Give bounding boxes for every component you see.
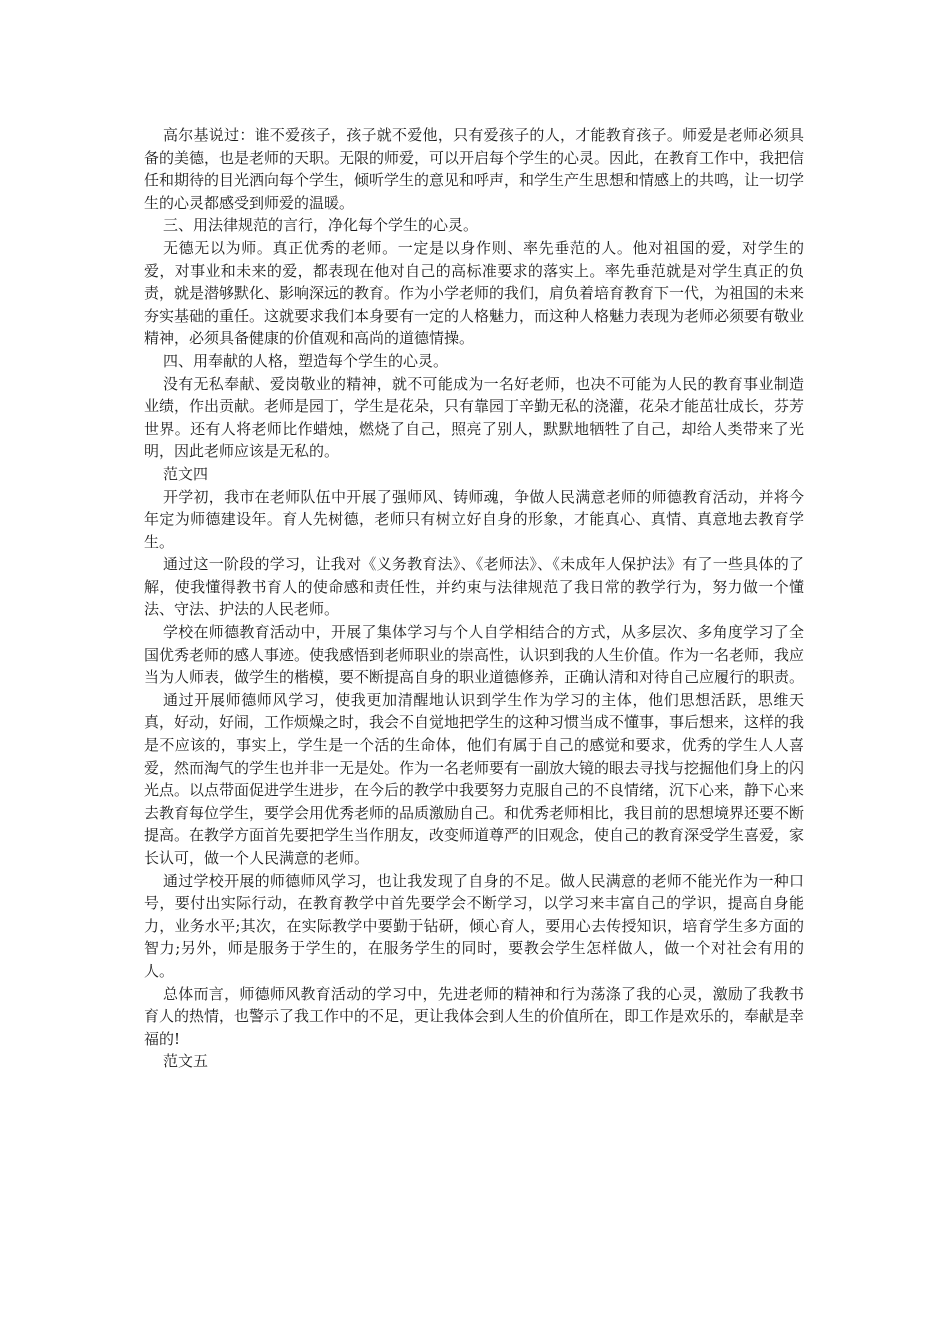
- paragraph-summary: 总体而言，师德师风教育活动的学习中，先进老师的精神和行为荡涤了我的心灵，激励了我教书育人的热情，也警示了我工作中的不足，更让我体会到人生的价值所在，即工作是欢乐的，奉献是幸福的!: [144, 984, 805, 1048]
- sample-heading-four: 范文四: [163, 464, 209, 483]
- paragraph-dedication: 没有无私奉献、爱岗敬业的精神，就不可能成为一名好老师，也决不可能为人民的教育事业制造业绩，作出贡献。老师是园丁，学生是花朵，只有靠园丁辛勤无私的浇灌，花朵才能茁壮成长，芬芳世界。还有人将老师比作蜡烛，燃烧了自己，照亮了别人，默默地牺牲了自己，却给人类带来了光明，因此老师应该是无私的。: [144, 374, 805, 461]
- paragraph-virtue: 无德无以为师。真正优秀的老师。一定是以身作则、率先垂范的人。他对祖国的爱，对学生的爱，对事业和未来的爱，都表现在他对自己的高标准要求的落实上。率先垂范就是对学生真正的负责，就是潜够默化、影响深远的教育。作为小学老师的我们，肩负着培育教育下一代，为祖国的未来夯实基础的重任。这就要求我们本身要有一定的人格魅力，而这种人格魅力表现为老师必须要有敬业精神，必须具备健康的价值观和高尚的道德情操。: [144, 238, 805, 348]
- paragraph-law-study: 通过这一阶段的学习，让我对《义务教育法》、《老师法》、《未成年人保护法》有了一些具体的了解，使我懂得教书育人的使命感和责任性，并约束与法律规范了我日常的教学行为，努力做一个懂法、守法、护法的人民老师。: [144, 555, 804, 619]
- document-page: [144, 124, 804, 1073]
- section-heading-three: 三、用法律规范的言行，净化每个学生的心灵。: [163, 216, 479, 235]
- paragraph-ethics-reflection: 通过开展师德师风学习，使我更加清醒地认识到学生作为学习的主体，他们思想活跃，思维天真，好动，好闹，工作烦燥之时，我会不自觉地把学生的这种习惯当成不懂事，事后想来，这样的我是不应该的，事实上，学生是一个活的生命体，他们有属于自己的感觉和要求，优秀的学生人人喜爱，然而淘气的学生也并非一无是处。作为一名老师要有一副放大镜的眼去寻找与挖掘他们身上的闪光点。以点带面促进学生进步，在今后的教学中我要努力克服自己的不良情绪，沉下心来，静下心来去教育每位学生，要学会用优秀老师的品质激励自己。和优秀老师相比，我目前的思想境界还要不断提高。在教学方面首先要把学生当作朋友，改变师道尊严的旧观念，使自己的教育深受学生喜爱，家长认可，做一个人民满意的老师。: [144, 690, 805, 867]
- paragraph-semester-start: 开学初，我市在老师队伍中开展了强师风、铸师魂，争做人民满意老师的师德教育活动，并将今年定为师德建设年。育人先树德，老师只有树立好自身的形象，才能真心、真情、真意地去教育学生。: [144, 487, 804, 551]
- paragraph-gorky-quote: 高尔基说过：谁不爱孩子，孩子就不爱他，只有爱孩子的人，才能教育孩子。师爱是老师必须具备的美德，也是老师的天职。无限的师爱，可以开启每个学生的心灵。因此，在教育工作中，我把信任和期待的目光洒向每个学生，倾听学生的意见和呼声，和学生产生思想和情感上的共鸣，让一切学生的心灵都感受到师爱的温暖。: [144, 126, 805, 212]
- section-heading-four: 四、用奉献的人格，塑造每个学生的心灵。: [163, 351, 449, 370]
- paragraph-school-activity: 学校在师德教育活动中，开展了集体学习与个人自学相结合的方式，从多层次、多角度学习了全国优秀老师的感人事迹。使我感悟到老师职业的崇高性，认识到我的人生价值。作为一名老师，我应当为人师表，做学生的楷模，要不断提高自身的职业道德修养，正确认清和对待自己应履行的职责。: [144, 623, 805, 687]
- paragraph-shortcomings: 通过学校开展的师德师风学习，也让我发现了自身的不足。做人民满意的老师不能光作为一种口号，要付出实际行动，在教育教学中首先要学会不断学习，以学习来丰富自己的学识，提高自身能力，业务水平;其次，在实际教学中要勤于钻研，倾心育人，要用心去传授知识，培育学生多方面的智力;另外，师是服务于学生的，在服务学生的同时，要教会学生怎样做人，做一个对社会有用的人。: [144, 871, 804, 980]
- sample-heading-five: 范文五: [163, 1052, 209, 1071]
